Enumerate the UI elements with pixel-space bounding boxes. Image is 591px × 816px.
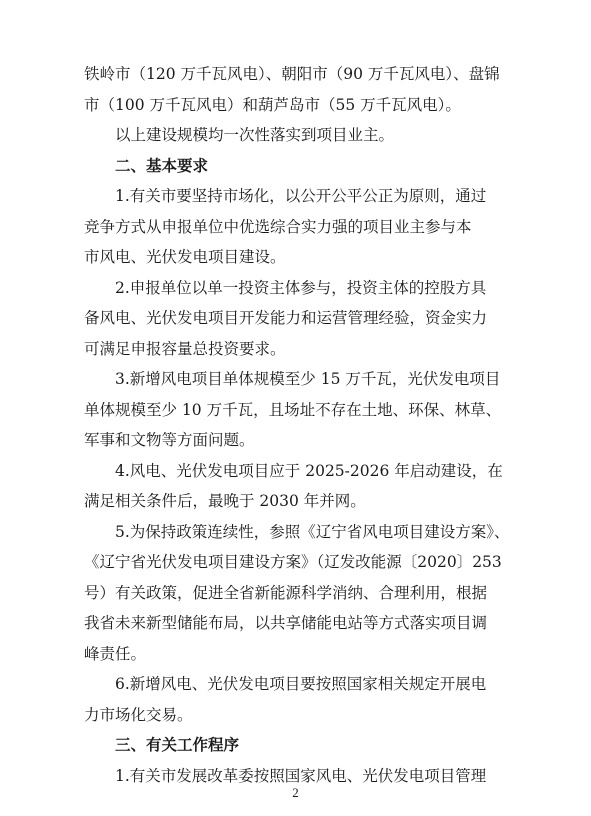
section-heading: 二、基本要求 [115, 157, 209, 175]
text-line: 市（100 万千瓦风电）和葫芦岛市（55 万千瓦风电）。 [84, 96, 461, 114]
text-line: 《辽宁省光伏发电项目建设方案》（辽发改能源〔2020〕253 [84, 553, 502, 571]
text-line: 3.新增风电项目单体规模至少 15 万千瓦，光伏发电项目 [115, 370, 501, 388]
text-line: 力市场化交易。 [84, 706, 193, 724]
text-line: 铁岭市（120 万千瓦风电）、朝阳市（90 万千瓦风电）、盘锦 [84, 65, 500, 83]
text-line: 6.新增风电、光伏发电项目要按照国家相关规定开展电 [115, 675, 487, 693]
text-line: 4.风电、光伏发电项目应于 2025-2026 年启动建设，在 [115, 462, 503, 480]
text-line: 单体规模至少 10 万千瓦，且场址不存在土地、环保、林草、 [84, 401, 502, 419]
text-line: 我省未来新型储能布局，以共享储能电站等方式落实项目调 [84, 614, 488, 632]
text-line: 备风电、光伏发电项目开发能力和运营管理经验，资金实力 [84, 309, 488, 327]
page-number: 2 [292, 785, 299, 800]
text-line: 军事和文物等方面问题。 [84, 431, 255, 449]
text-line: 2.申报单位以单一投资主体参与，投资主体的控股方具 [115, 279, 487, 297]
text-line: 1.有关市发展改革委按照国家风电、光伏发电项目管理 [115, 767, 487, 785]
text-line: 满足相关条件后，最晚于 2030 年并网。 [84, 492, 366, 510]
text-line: 1.有关市要坚持市场化，以公开公平公正为原则，通过 [115, 187, 487, 205]
section-heading: 三、有关工作程序 [115, 736, 240, 754]
text-line: 5.为保持政策连续性，参照《辽宁省风电项目建设方案》、 [115, 523, 510, 541]
text-line: 可满足申报容量总投资要求。 [84, 340, 286, 358]
text-line: 以上建设规模均一次性落实到项目业主。 [115, 126, 395, 144]
text-line: 号）有关政策，促进全省新能源科学消纳、合理利用，根据 [84, 584, 488, 602]
text-line: 竞争方式从申报单位中优选综合实力强的项目业主参与本 [84, 218, 472, 236]
text-line: 峰责任。 [84, 645, 147, 663]
text-line: 市风电、光伏发电项目建设。 [84, 248, 286, 266]
